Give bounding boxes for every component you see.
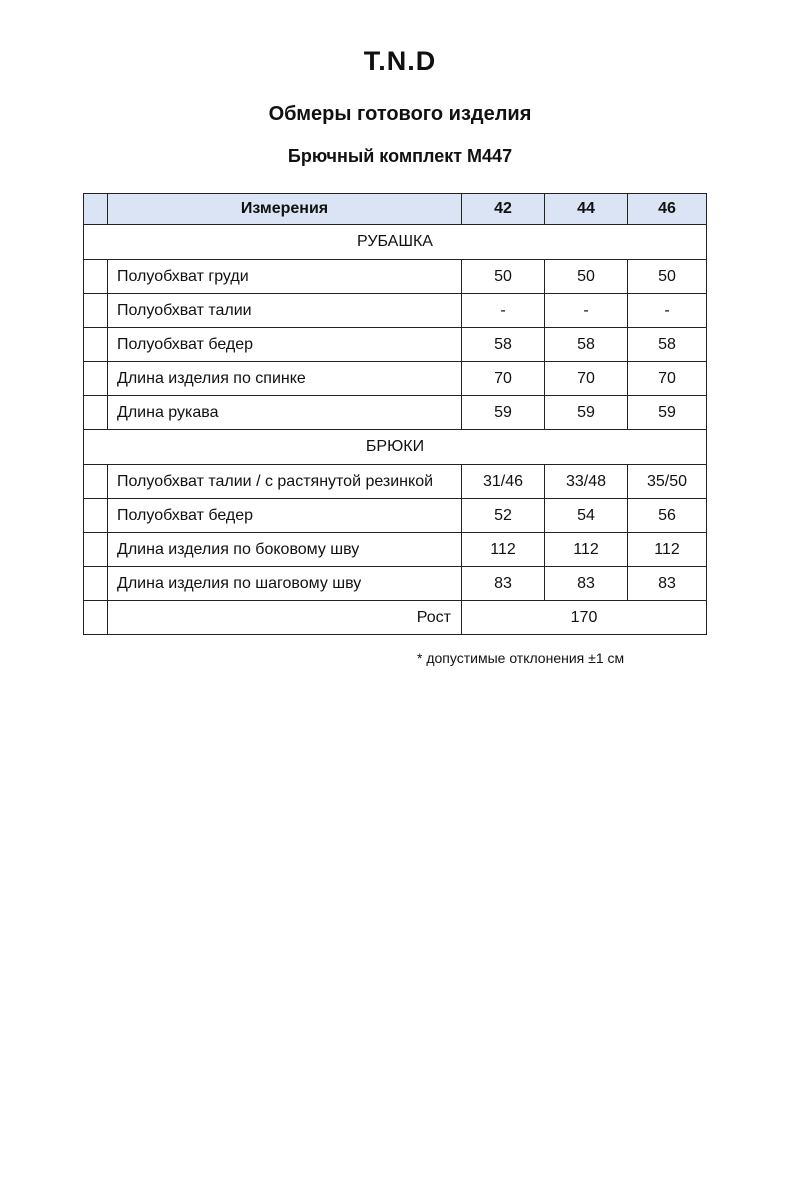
index-cell [84,499,108,533]
index-cell [84,396,108,430]
row-label: Полуобхват бедер [108,328,462,362]
section-row-trousers [84,430,707,465]
table-row [84,328,707,362]
row-label: Полуобхват талии / с растянутой резинкой [108,465,462,499]
row-value: 59 [462,396,545,430]
index-cell [84,260,108,294]
row-value: 83 [628,567,707,601]
row-label: Длина изделия по спинке [108,362,462,396]
index-cell [84,328,108,362]
row-label: Длина изделия по шаговому шву [108,567,462,601]
row-value: 83 [545,567,628,601]
table-row [84,499,707,533]
table-row [84,465,707,499]
row-label: Длина рукава [108,396,462,430]
row-label: Полуобхват талии [108,294,462,328]
row-value: 70 [462,362,545,396]
row-value: 50 [462,260,545,294]
row-value: - [545,294,628,328]
row-value: 50 [628,260,707,294]
row-value: 70 [628,362,707,396]
row-value: 52 [462,499,545,533]
row-value: 58 [462,328,545,362]
row-value: 58 [545,328,628,362]
row-value: 31/46 [462,465,545,499]
table-row [84,260,707,294]
row-value: 35/50 [628,465,707,499]
table-row [84,567,707,601]
index-cell [84,567,108,601]
row-value: 56 [628,499,707,533]
header-size-42: 42 [462,194,545,225]
index-cell [84,533,108,567]
row-value: 33/48 [545,465,628,499]
row-value: 112 [462,533,545,567]
row-value: 112 [628,533,707,567]
row-value: 83 [462,567,545,601]
tolerance-note: * допустимые отклонения ±1 см [417,650,625,666]
table-row [84,294,707,328]
table-header-row [84,194,707,225]
row-label: Полуобхват бедер [108,499,462,533]
index-cell [84,294,108,328]
brand-logo-text: T.N.D [363,46,437,76]
header-measurements: Измерения [108,194,462,225]
height-row [84,601,707,635]
row-value: 54 [545,499,628,533]
document-title: Обмеры готового изделия [268,103,532,125]
table-row [84,396,707,430]
height-label: Рост [108,601,462,635]
size-chart-table [83,193,707,635]
row-value: 70 [545,362,628,396]
height-value: 170 [462,601,707,635]
row-value: 59 [545,396,628,430]
table-row [84,533,707,567]
row-value: 58 [628,328,707,362]
header-size-44: 44 [545,194,628,225]
index-cell [84,465,108,499]
index-cell [84,194,108,225]
index-cell [84,601,108,635]
section-title: РУБАШКА [84,225,707,260]
product-subtitle: Брючный комплект М447 [287,146,513,166]
index-cell [84,362,108,396]
header-size-46: 46 [628,194,707,225]
row-label: Длина изделия по боковому шву [108,533,462,567]
row-value: 50 [545,260,628,294]
section-row-shirt [84,225,707,260]
row-label: Полуобхват груди [108,260,462,294]
table-row [84,362,707,396]
row-value: 112 [545,533,628,567]
section-title: БРЮКИ [84,430,707,465]
row-value: - [462,294,545,328]
row-value: - [628,294,707,328]
row-value: 59 [628,396,707,430]
